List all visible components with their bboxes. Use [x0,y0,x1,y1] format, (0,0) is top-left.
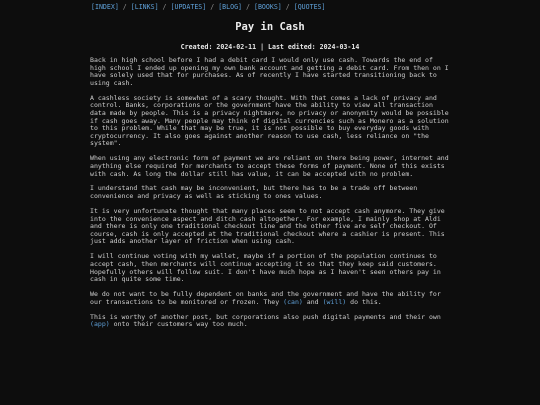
link-will[interactable]: (will) [322,297,347,306]
nav-link-links[interactable]: [LINKS] [130,3,159,11]
nav-separator: / [246,3,250,11]
nav-link-index[interactable]: [INDEX] [91,3,119,11]
nav-link-books[interactable]: [BOOKS] [253,3,282,11]
page-title: Pay in Cash [235,21,305,33]
link-app[interactable]: (app) [90,320,110,329]
nav-link-quotes[interactable]: [QUOTES] [293,3,326,11]
nav-separator: / [162,3,167,11]
paragraph-text: do this. [346,297,382,306]
post-body [90,57,450,329]
link-can[interactable]: (can) [283,297,303,306]
paragraph-text: onto their customers way too much. [109,320,248,329]
nav-separator: / [122,3,127,11]
paragraph: I understand that cash may be inconvenient, but there has to be a trade off between convenience and privacy as well as sticking to ones values. [90,184,418,201]
page-wrapper [90,0,450,329]
paragraph: It is very unfortunate thought that many places seem to not accept cash anymore. They give into the convenience aspect and ditch cash altogether. For example, I mainly shop at Aldi and there is only one traditional checkout line and the other five are self checkout. Of course, cash is only accepted at the traditional checkout where a cashier is present. This just adds another layer of friction when using cash. [90,207,445,246]
top-navigation [90,3,450,11]
paragraph: I will continue voting with my wallet, maybe if a portion of the population continues to accept cash, then merchants will continue accepting it so that they keep said customers. Hopefully others will follow suit. I don't have much hope as I haven't seen others pay in cash in quite some time. [90,252,441,284]
paragraph: When using any electronic form of payment we are reliant on there being power, internet and anything else required for merchants to accept these forms of payment. None of this exists with cash. As long the dollar still has value, it can be accepted with no problem. [90,154,449,178]
paragraph: Back in high school before I had a debit card I would only use cash. Towards the end of high school I ended up opening my own bank account and getting a debit card. From then on I have solely used that for purchases. As of recently I have started transitioning back to using cash. [90,56,449,87]
nav-link-blog[interactable]: [BLOG] [218,3,243,11]
paragraph-text: and [302,297,323,306]
post-dates: Created: 2024-02-11 | Last edited: 2024-03-14 [180,43,360,51]
paragraph-text: This is worthy of another post, but corporations also push digital payments and their own [90,312,441,321]
paragraph-text: We do not want to be fully dependent on banks and the government and have the ability for our transactions to be monitored or frozen. They [90,290,441,306]
paragraph-with-links [90,291,450,306]
paragraph-with-link [90,314,450,329]
nav-link-updates[interactable]: [UPDATES] [170,3,207,11]
nav-separator: / [210,3,215,11]
nav-separator: / [285,3,290,11]
paragraph: A cashless society is somewhat of a scary thought. With that comes a lack of privacy and control. Banks, corporations or the government have the ability to view all transaction data made by people. This is a privacy nightmare, no privacy or anonymity would be possible if cash goes away. Many people may think of digital currencies such as Monero as a solution to this problem. While that may be true, it is not possible to buy everyday goods with cryptocurrency. It also goes against another reason to use cash, less reliance on "the system". [90,93,449,148]
